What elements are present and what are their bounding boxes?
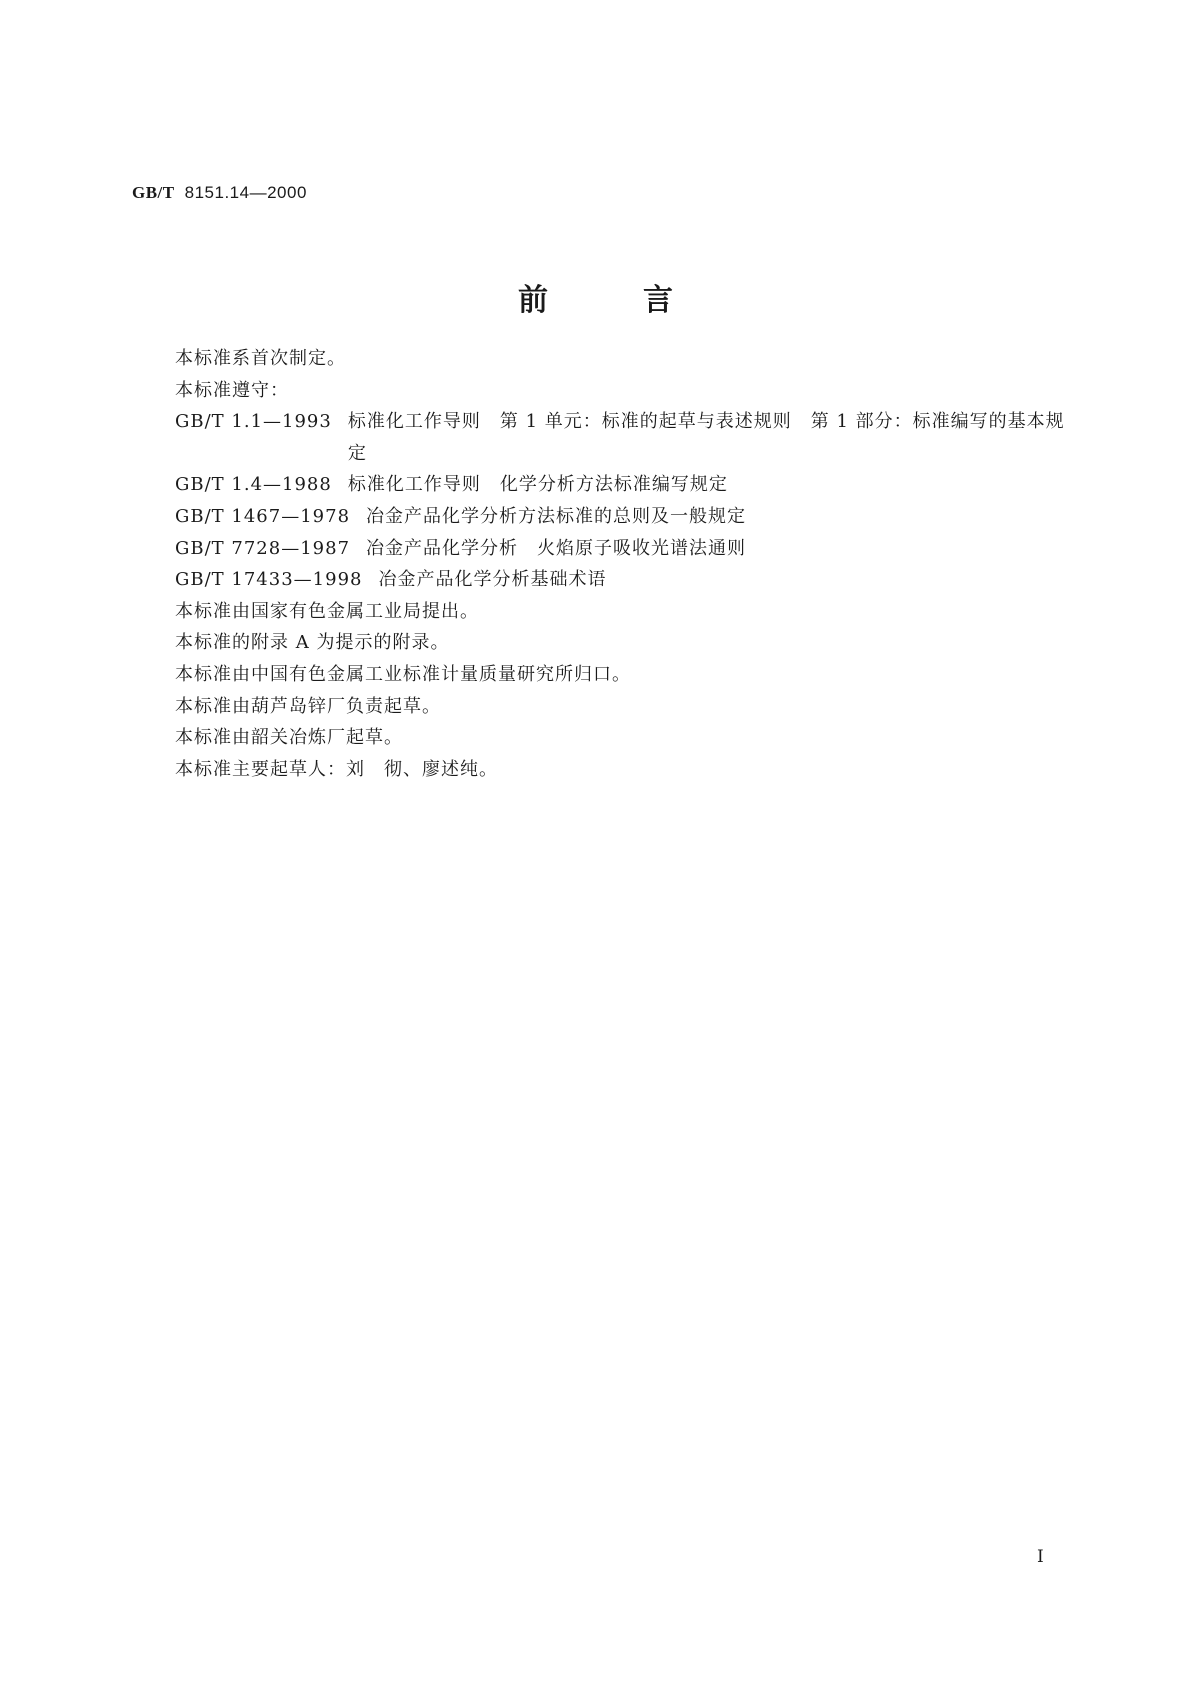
paragraph-drafted-by-primary: 本标准由葫芦岛锌厂负责起草。	[175, 695, 441, 717]
paragraph-main-drafters: 本标准主要起草人：刘 彻、廖述纯。	[175, 758, 498, 780]
reference-title: 标准化工作导则 化学分析方法标准编写规定	[347, 474, 728, 496]
paragraph-complies-with: 本标准遵守：	[175, 379, 289, 401]
reference-title: 冶金产品化学分析方法标准的总则及一般规定	[366, 505, 747, 527]
reference-item	[175, 469, 1075, 501]
paragraph-proposed-by: 本标准由国家有色金属工业局提出。	[175, 600, 479, 622]
reference-item	[175, 564, 1075, 596]
reference-code: GB/T 1.4—1988	[175, 474, 332, 496]
reference-item	[175, 501, 1075, 533]
standard-code	[132, 183, 307, 203]
paragraph-first-issue: 本标准系首次制定。	[175, 348, 346, 369]
reference-title: 冶金产品化学分析基础术语	[378, 569, 607, 591]
page-title: 前言	[518, 283, 768, 318]
reference-item	[175, 406, 1075, 469]
foreword-body	[175, 343, 1075, 785]
paragraph-appendix-note: 本标准的附录 A 为提示的附录。	[175, 632, 450, 654]
standard-prefix: GB/T	[132, 183, 175, 202]
reference-item	[175, 533, 1075, 565]
page-number: I	[1037, 1547, 1044, 1567]
reference-code: GB/T 1467—1978	[175, 505, 351, 527]
reference-title: 标准化工作导则 第 1 单元：标准的起草与表述规则 第 1 部分：标准编写的基本规定	[347, 411, 1065, 464]
paragraph-centralized-by: 本标准由中国有色金属工业标准计量质量研究所归口。	[175, 663, 631, 685]
standard-number: 8151.14—2000	[184, 183, 307, 202]
reference-code: GB/T 1.1—1993	[175, 411, 332, 433]
reference-code: GB/T 7728—1987	[175, 537, 351, 559]
paragraph-drafted-by: 本标准由韶关冶炼厂起草。	[175, 727, 403, 749]
reference-title: 冶金产品化学分析 火焰原子吸收光谱法通则	[366, 537, 747, 559]
reference-code: GB/T 17433—1998	[175, 569, 363, 591]
